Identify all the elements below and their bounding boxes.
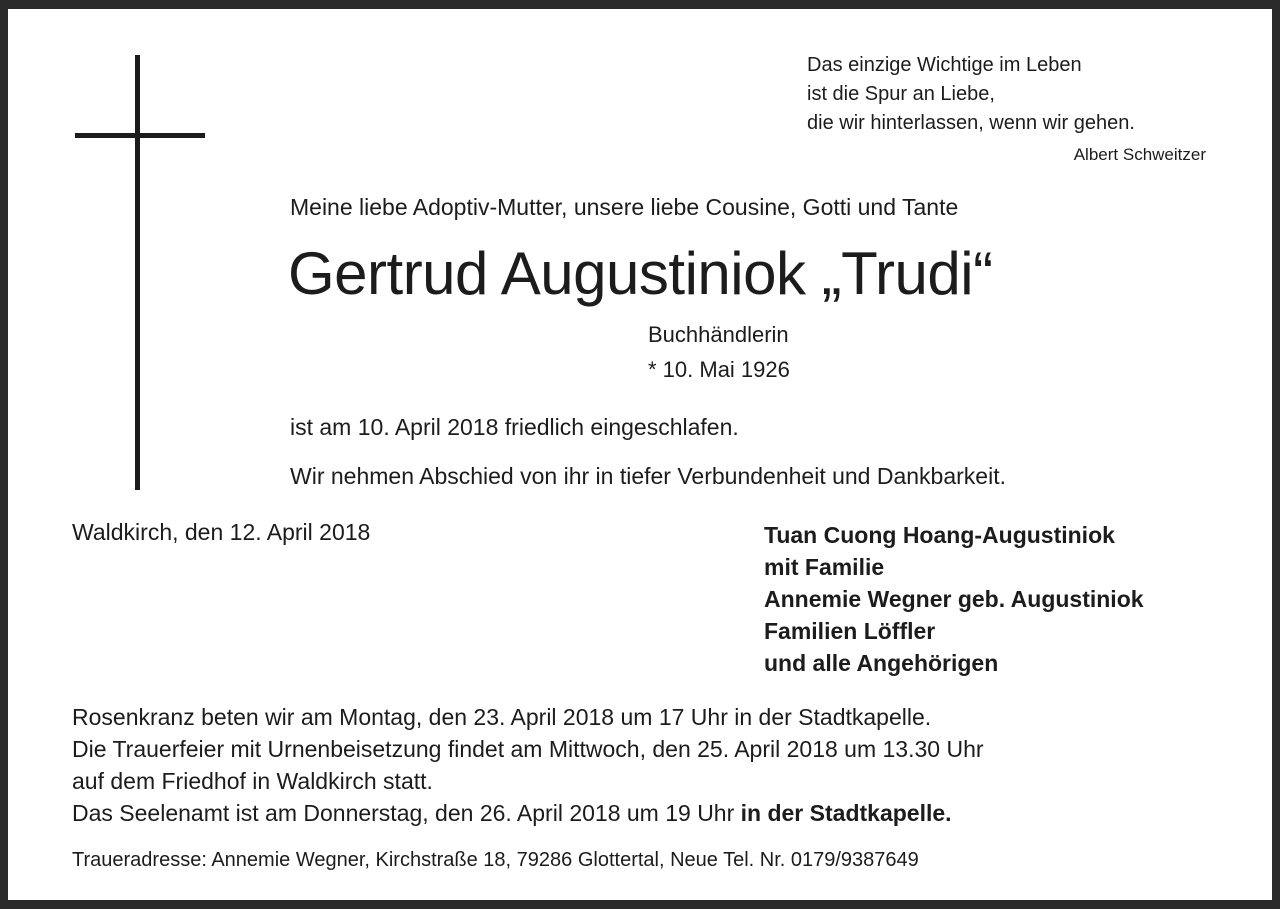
service-line [72,797,984,829]
mourner-line: Tuan Cuong Hoang-Augustiniok [764,522,1115,548]
service-line: auf dem Friedhof in Waldkirch statt. [72,768,433,794]
intro-text: Meine liebe Adoptiv-Mutter, unsere liebe Cousine, Gotti und Tante [290,194,959,220]
mourners-list [764,519,1144,679]
service-line-text: Das Seelenamt ist am Donnerstag, den 26. April 2018 um 19 Uhr [72,800,741,826]
quote-author: Albert Schweitzer [1073,145,1206,164]
deceased-name: Gertrud Augustiniok „Trudi“ [288,240,993,307]
mourner-line: Familien Löffler [764,618,936,644]
quote-line: Das einzige Wichtige im Leben [807,54,1082,76]
service-details [72,701,984,829]
service-line: Die Trauerfeier mit Urnenbeisetzung findet am Mittwoch, den 25. April 2018 um 13.30 Uhr [72,736,984,762]
mourning-address: Traueradresse: Annemie Wegner, Kirchstraße 18, 79286 Glottertal, Neue Tel. Nr. 0179/9387649 [72,849,919,871]
cross-vertical-bar [135,55,140,490]
death-line: ist am 10. April 2018 friedlich eingeschlafen. [290,414,739,440]
cross-horizontal-bar [75,133,205,138]
quote [807,51,1135,138]
quote-line: ist die Spur an Liebe, [807,83,995,105]
service-line-emphasis: in der Stadtkapelle. [740,800,952,826]
quote-line: die wir hinterlassen, wenn wir gehen. [807,112,1135,134]
obituary-notice [8,9,1272,900]
mourner-line: und alle Angehörigen [764,650,999,676]
birth-date: * 10. Mai 1926 [648,357,790,382]
profession: Buchhändlerin [648,322,789,347]
service-line: Rosenkranz beten wir am Montag, den 23. April 2018 um 17 Uhr in der Stadtkapelle. [72,704,932,730]
farewell-line: Wir nehmen Abschied von ihr in tiefer Verbundenheit und Dankbarkeit. [290,463,1006,489]
mourner-line: mit Familie [764,554,885,580]
place-date: Waldkirch, den 12. April 2018 [72,519,371,545]
mourner-line: Annemie Wegner geb. Augustiniok [764,586,1144,612]
